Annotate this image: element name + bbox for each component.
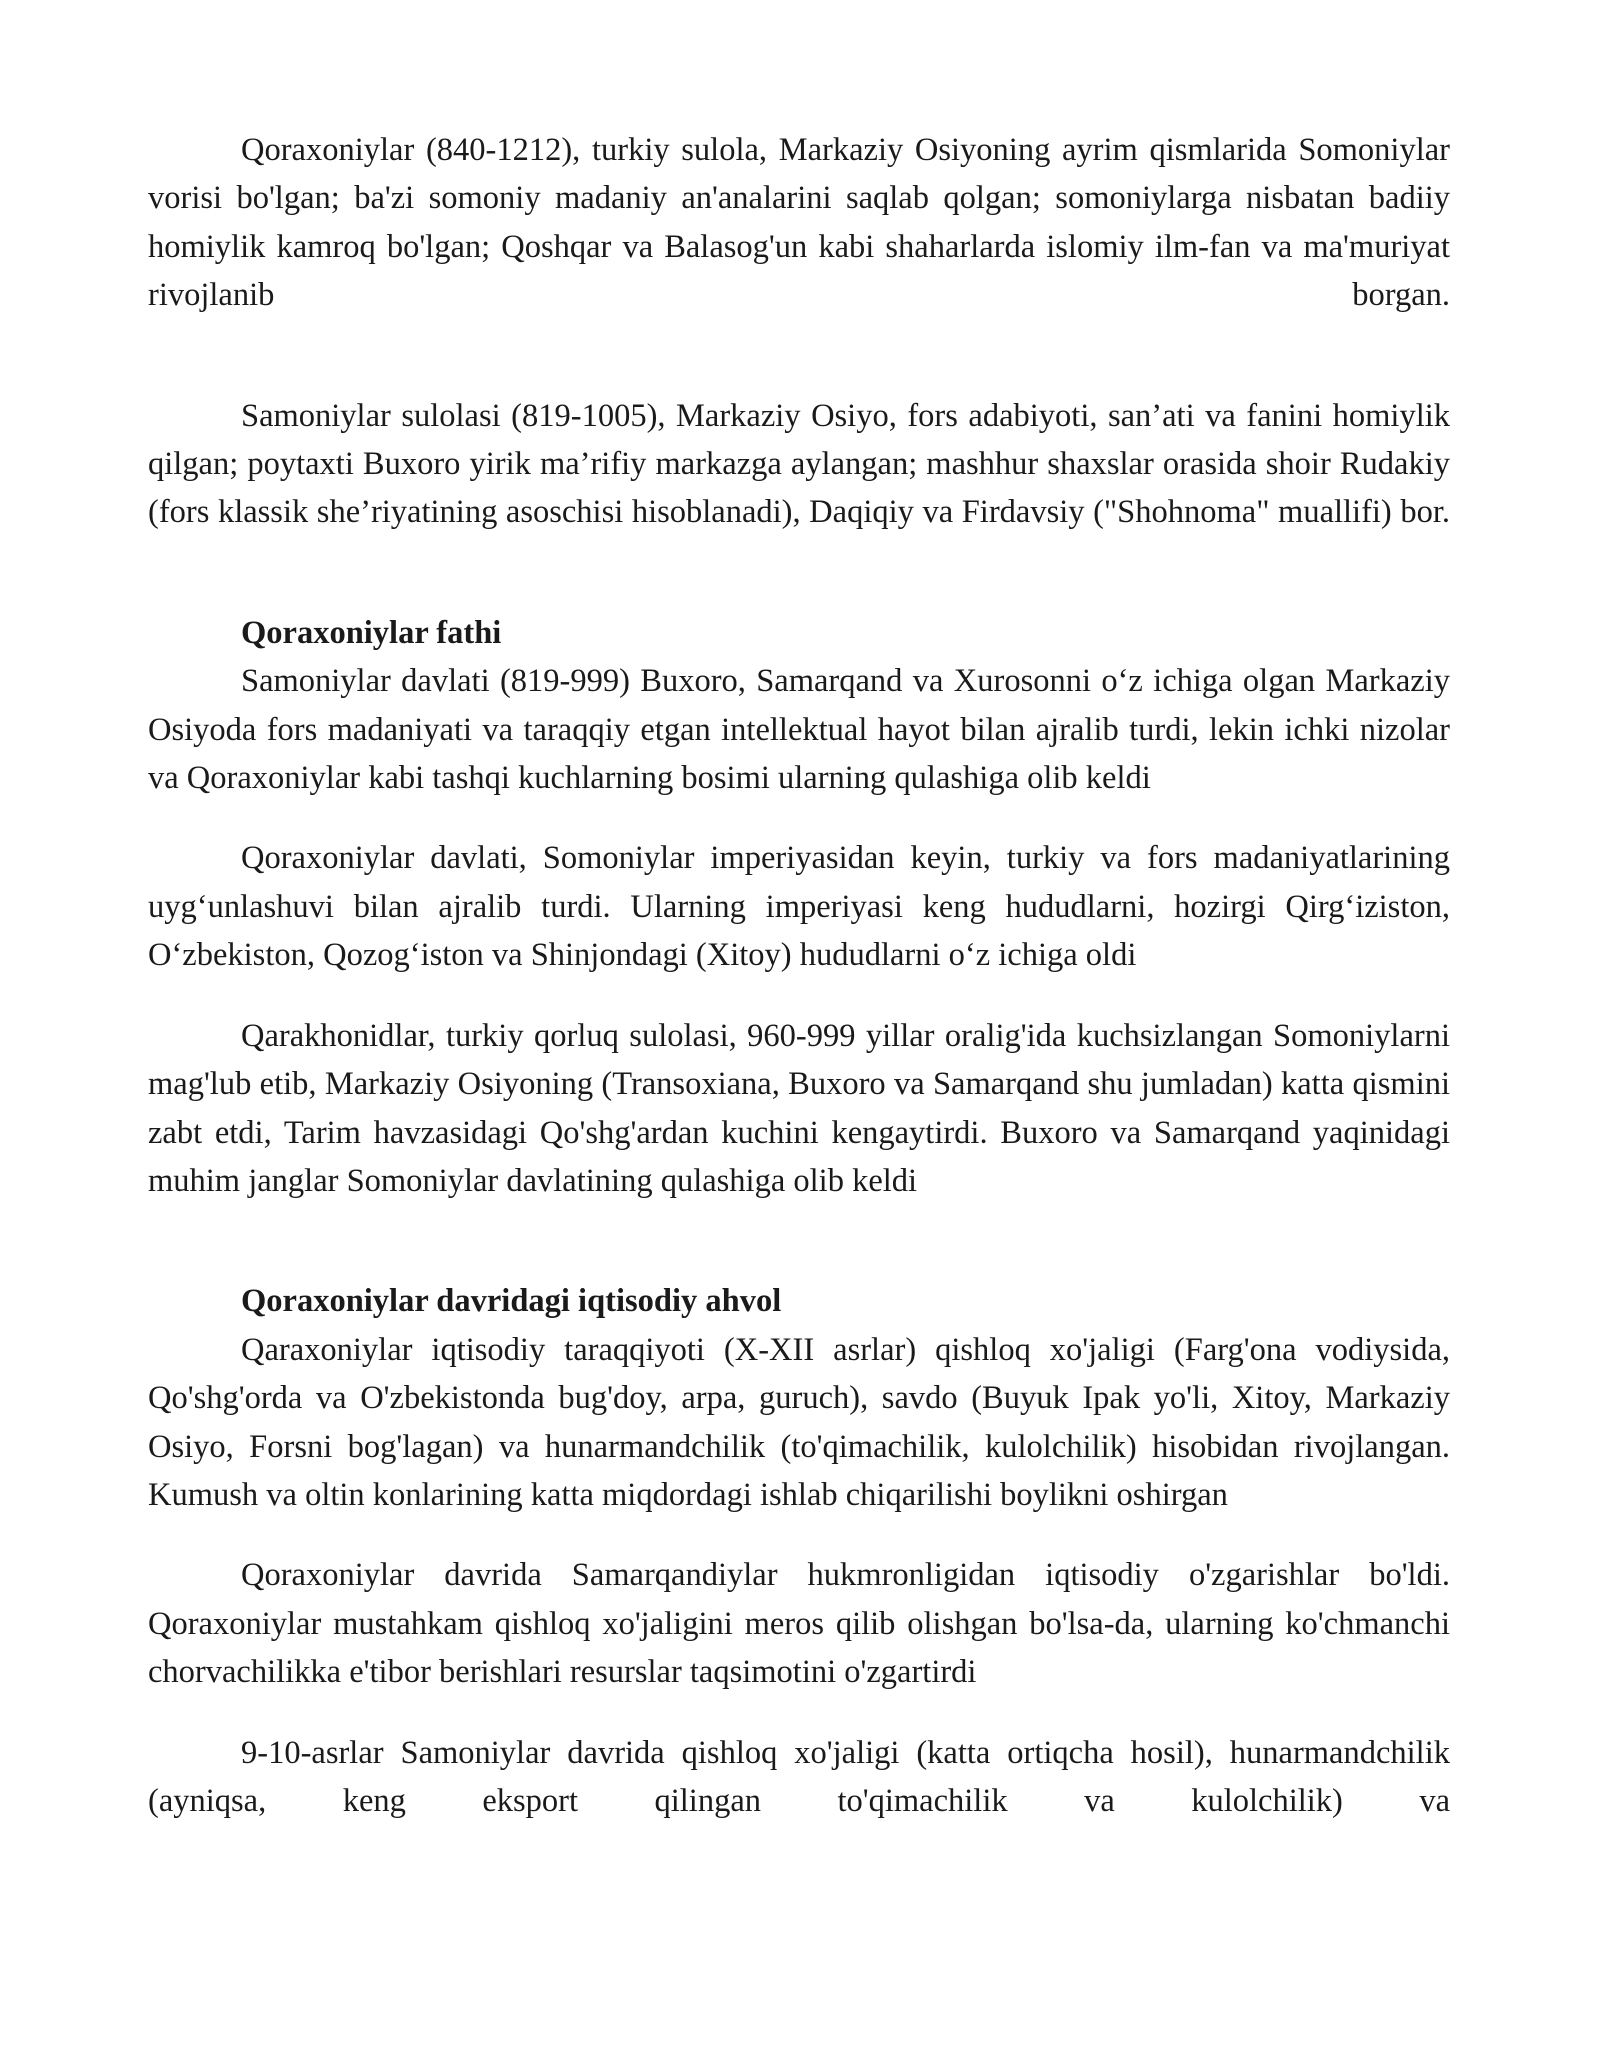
paragraph-samoniylar-davrida: 9-10-asrlar Samoniylar davrida qishloq xo'jaligi (katta ortiqcha hosil), hunarmandchilik (ayniqsa, keng eksport qilingan to'qimachilik va kulolchilik) va bbox=[148, 1734, 1450, 1819]
section-heading-iqtisodiy-ahvol: Qoraxoniylar davridagi iqtisodiy ahvol bbox=[241, 1283, 782, 1320]
paragraph-qarakhonidlar: Qarakhonidlar, turkiy qorluq sulolasi, 960-999 yillar oralig'ida kuchsizlangan Somoniylarni mag'lub etib, Markaziy Osiyoning (Transoxiana, Buxoro va Samarqand shu jumladan) katta qismini zabt etdi, Tarim havzasidagi Qo'shg'ardan kuchini kengaytirdi. Buxoro va Samarqand yaqinidagi muhim janglar Somoniylar davlatining qulashiga olib keldi bbox=[148, 1017, 1450, 1199]
paragraph-iqtisodiy-taraqqiyot: Qaraxoniylar iqtisodiy taraqqiyoti (X-XII asrlar) qishloq xo'jaligi (Farg'ona vodiysida, Qo'shg'orda va O'zbekistonda bug'doy, arpa, guruch), savdo (Buyuk Ipak yo'li, Xitoy, Markaziy Osiyo, Forsni bog'lagan) va hunarmandchilik (to'qimachilik, kulolchilik) hisobidan rivojlangan. Kumush va oltin konlarining katta miqdordagi ishlab chiqarilishi boylikni oshirgan bbox=[148, 1331, 1450, 1513]
section-heading-fathi: Qoraxoniylar fathi bbox=[241, 614, 502, 651]
paragraph-iqtisodiy-ozgarishlar: Qoraxoniylar davrida Samarqandiylar hukmronligidan iqtisodiy o'zgarishlar bo'ldi. Qoraxoniylar mustahkam qishloq xo'jaligini meros qilib olishgan bo'lsa-da, ularning ko'chmanchi chorvachilikka e'tibor berishlari resurslar taqsimotini o'zgartirdi bbox=[148, 1557, 1450, 1691]
paragraph-samoniylar-davlati: Samoniylar davlati (819-999) Buxoro, Samarqand va Xurosonni o‘z ichiga olgan Markaziy Osiyoda fors madaniyati va taraqqiy etgan intellektual hayot bilan ajralib turdi, lekin ichki nizolar va Qoraxoniylar kabi tashqi kuchlarning bosimi ularning qulashiga olib keldi bbox=[148, 663, 1450, 797]
paragraph-samoniylar-sulolasi: Samoniylar sulolasi (819-1005), Markaziy Osiyo, fors adabiyoti, san’ati va fanini homiylik qilgan; poytaxti Buxoro yirik ma’rifiy markazga aylangan; mashhur shaxslar orasida shoir Rudakiy (fors klassik she’riyatining asoschisi hisoblanadi), Daqiqiy va Firdavsiy ("Shohnoma" muallifi) bor. bbox=[148, 397, 1450, 531]
document-page bbox=[148, 126, 1450, 1825]
paragraph-qoraxoniylar-intro: Qoraxoniylar (840-1212), turkiy sulola, Markaziy Osiyoning ayrim qismlarida Somoniylar vorisi bo'lgan; ba'zi somoniy madaniy an'analarini saqlab qolgan; somoniylarga nisbatan badiiy homiylik kamroq bo'lgan; Qoshqar va Balasog'un kabi shaharlarda islomiy ilm-fan va ma'muriyat rivojlanib borgan. bbox=[148, 132, 1450, 314]
paragraph-qoraxoniylar-davlati: Qoraxoniylar davlati, Somoniylar imperiyasidan keyin, turkiy va fors madaniyatlarining uyg‘unlashuvi bilan ajralib turdi. Ularning imperiyasi keng hududlarni, hozirgi Qirg‘iziston, O‘zbekiston, Qozog‘iston va Shinjondagi (Xitoy) hududlarni o‘z ichiga oldi bbox=[148, 840, 1450, 974]
